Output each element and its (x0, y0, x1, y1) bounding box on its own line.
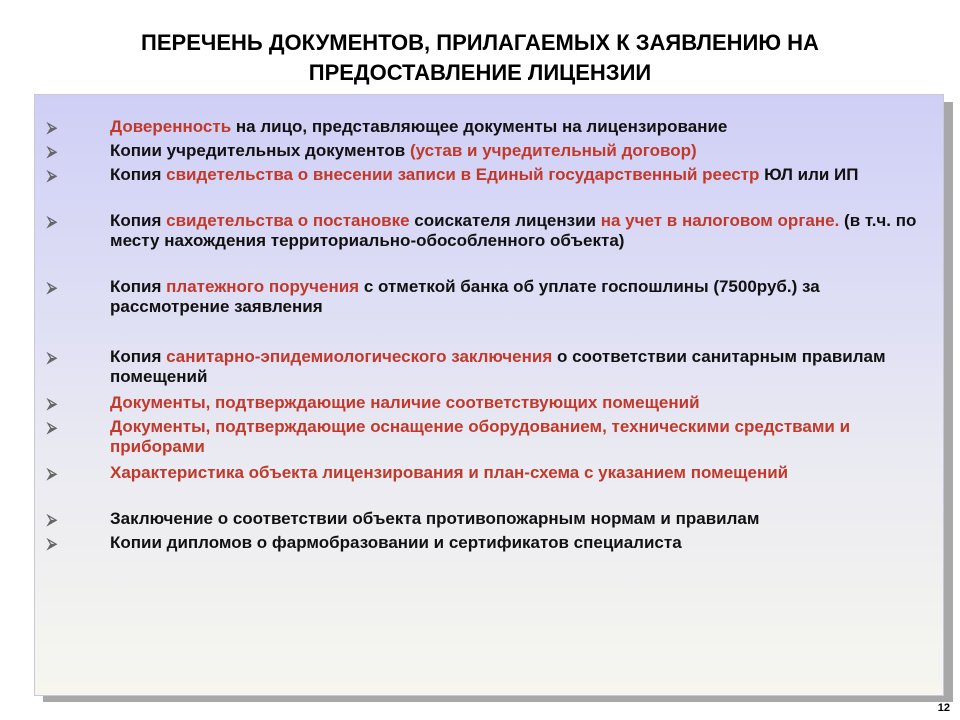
content-panel (34, 94, 944, 696)
item-text: свидетельства о постановке (166, 211, 410, 230)
item-text: ЮЛ или ИП (759, 165, 859, 184)
item-text: платежного поручения (166, 277, 360, 296)
bullet-arrow-icon: ⮚ (47, 167, 57, 183)
item-text: на лицо, представляющее документы на лицензирование (231, 117, 728, 136)
bullet-arrow-icon: ⮚ (47, 465, 57, 481)
bullet-arrow-icon: ⮚ (47, 511, 57, 527)
item-text: санитарно-эпидемиологического заключения (166, 347, 553, 366)
bullet-arrow-icon: ⮚ (47, 279, 57, 295)
item-text: Копии дипломов о фармобразовании и сертификатов специалиста (110, 533, 682, 552)
item-text: Документы, подтверждающие оснащение оборудованием, техническими средствами и приборами (110, 417, 851, 456)
item-text: Заключение о соответствии объекта противопожарным нормам и правилам (110, 509, 760, 528)
bullet-arrow-icon: ⮚ (47, 119, 57, 135)
item-text: Копии учредительных документов (110, 141, 410, 160)
page-number: 12 (937, 702, 950, 714)
item-text: на учет в налоговом органе. (600, 211, 840, 230)
item-text: Характеристика объекта лицензирования и план-схема с указанием помещений (110, 463, 789, 482)
slide-title (40, 28, 920, 88)
item-text: соискателя лицензии (409, 211, 601, 230)
item-text: Доверенность (110, 117, 232, 136)
item-text: Документы, подтверждающие наличие соответствующих помещений (110, 393, 700, 412)
item-text: Копия (110, 211, 167, 230)
title-line-1: ПЕРЕЧЕНЬ ДОКУМЕНТОВ, ПРИЛАГАЕМЫХ К ЗАЯВЛЕНИЮ НА (141, 30, 819, 55)
item-text: с отметкой банка об уплате госпошлины (7500руб.) за рассмотрение заявления (110, 277, 820, 316)
bullet-arrow-icon: ⮚ (47, 143, 57, 159)
bullet-arrow-icon: ⮚ (47, 213, 57, 229)
title-line-2: ПРЕДОСТАВЛЕНИЕ ЛИЦЕНЗИИ (308, 60, 652, 85)
bullet-arrow-icon: ⮚ (47, 395, 57, 411)
item-text: Копия (110, 165, 167, 184)
bullet-arrow-icon: ⮚ (47, 349, 57, 365)
bullet-arrow-icon: ⮚ (47, 535, 57, 551)
item-text: (в т.ч. по месту нахождения территориально-обособленного объекта) (110, 211, 917, 250)
item-text: (устав и учредительный договор) (409, 141, 697, 160)
item-text: Копия (110, 347, 167, 366)
item-text: о соответствии санитарным правилам помещений (110, 347, 886, 386)
bullet-arrow-icon: ⮚ (47, 419, 57, 435)
item-text: свидетельства о внесении записи в Единый государственный реестр (166, 165, 760, 184)
item-text: Копия (110, 277, 167, 296)
